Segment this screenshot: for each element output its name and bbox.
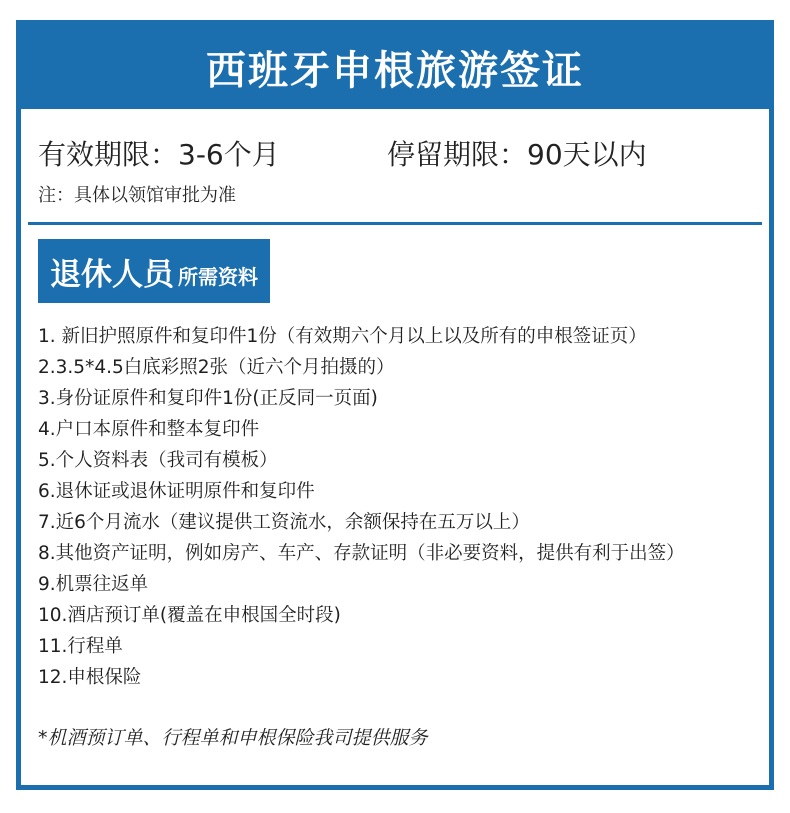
list-item: 7.近6个月流水（建议提供工资流水，余额保持在五万以上） xyxy=(38,512,530,533)
list-item: 10.酒店预订单(覆盖在申根国全时段) xyxy=(38,605,341,626)
section-badge xyxy=(38,239,270,303)
page-title: 西班牙申根旅游签证 xyxy=(21,25,769,109)
list-item: 11.行程单 xyxy=(38,636,123,657)
list-item: 6.退休证或退休证明原件和复印件 xyxy=(38,481,315,502)
list-item: 12.申根保险 xyxy=(38,667,142,688)
approval-note: 注：具体以领馆审批为准 xyxy=(38,185,236,206)
service-footnote: *机酒预订单、行程单和申根保险我司提供服务 xyxy=(38,727,428,749)
list-item: 1. 新旧护照原件和复印件1份（有效期六个月以上以及所有的申根签证页） xyxy=(38,326,647,347)
visa-card xyxy=(16,20,774,790)
list-item: 9.机票往返单 xyxy=(38,574,149,595)
list-item: 8.其他资产证明，例如房产、车产、存款证明（非必要资料，提供有利于出签） xyxy=(38,543,685,564)
divider xyxy=(28,222,762,225)
list-item: 2.3.5*4.5白底彩照2张（近六个月拍摄的） xyxy=(38,357,395,378)
section-title: 退休人员 xyxy=(50,256,174,293)
stay-period: 停留期限：90天以内 xyxy=(387,138,647,171)
list-item: 5.个人资料表（我司有模板） xyxy=(38,450,278,471)
section-subtitle: 所需资料 xyxy=(178,264,258,289)
validity-period: 有效期限：3-6个月 xyxy=(38,138,280,171)
list-item: 4.户口本原件和整本复印件 xyxy=(38,419,260,440)
document-list xyxy=(38,321,685,693)
list-item: 3.身份证原件和复印件1份(正反同一页面) xyxy=(38,388,378,409)
